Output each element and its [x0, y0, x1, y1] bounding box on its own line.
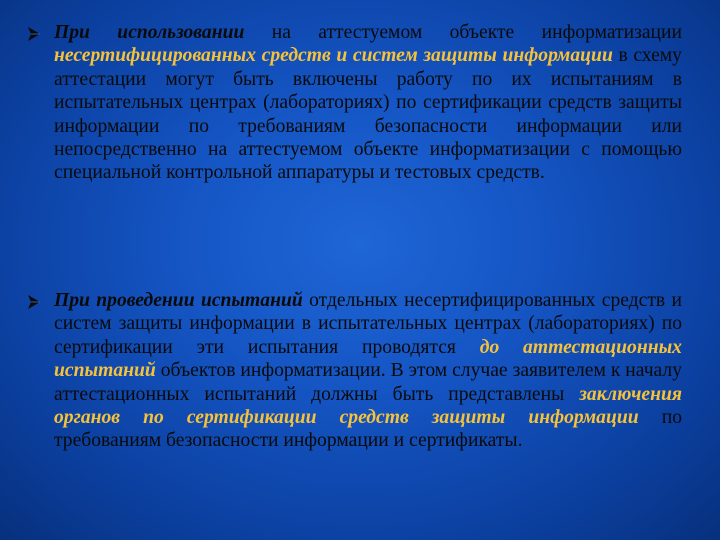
bullet-paragraph-2: [54, 289, 682, 453]
bullet-2-run-5: заключения органов по сертификации средств защиты информации: [54, 383, 682, 429]
bullet-1-run-3: несертифицированных средств и систем защиты информации: [54, 45, 613, 67]
bullet-2-run-2: отдельных несертифицированных средств и систем защиты информации в испытательных центрах (лабораториях) по сертификации эти испытания проводятся: [54, 290, 682, 358]
arrowhead-bullet-icon: [26, 294, 42, 310]
bullet-2-run-1: При проведении испытаний: [54, 290, 303, 311]
bullet-2-run-6: по требованиям безопасности информации и сертификаты.: [54, 407, 682, 452]
bullet-1-run-4: в схему аттестации могут быть включены работу по их испытаниям в испытательных центрах (лабораториях) по сертификации средств защиты информации по требованиям безопасности информации или непосредственно на аттестуемом объекте информатизации с помощью специальной контрольной аппаратуры и тестовых средств.: [54, 45, 682, 184]
bullet-paragraph-1: [54, 21, 682, 185]
arrowhead-bullet-icon: [26, 26, 42, 42]
bullet-1-run-2: на аттестуемом объекте информатизации: [244, 22, 682, 43]
bullet-1-run-1: При использовании: [54, 22, 245, 43]
bullet-2-run-4: объектов информатизации. В этом случае заявителем к началу аттестационных испытаний должны быть представлены: [54, 360, 682, 405]
bullet-2-run-3: до аттестационных испытаний: [54, 336, 682, 382]
